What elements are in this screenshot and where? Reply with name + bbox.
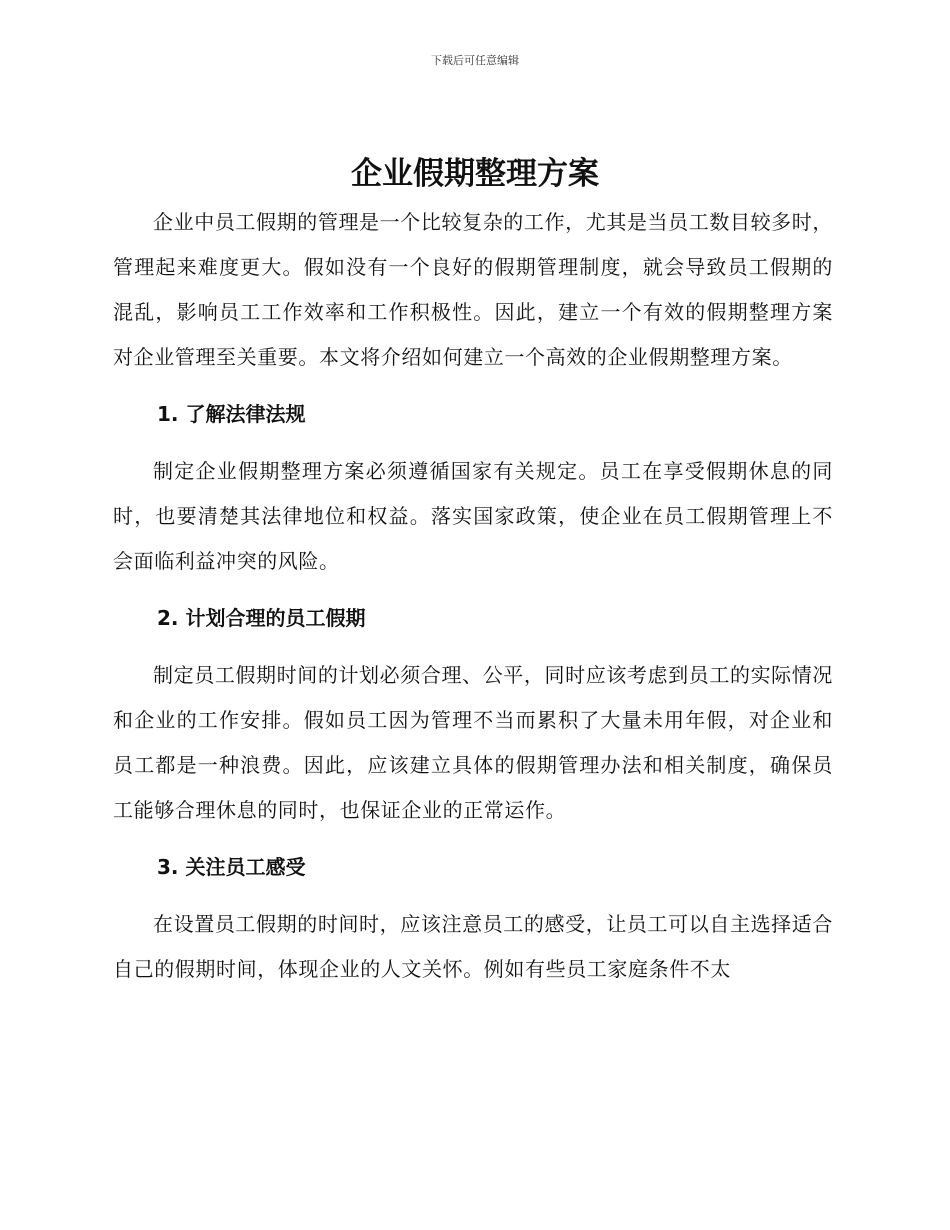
document-body: [113, 200, 833, 992]
section-heading-plan: 2. 计划合理的员工假期: [157, 606, 366, 630]
section-heading-feelings: 3. 关注员工感受: [157, 855, 306, 879]
page-header-note: 下载后可任意编辑: [431, 54, 519, 67]
intro-paragraph: 企业中员工假期的管理是一个比较复杂的工作，尤其是当员工数目较多时，管理起来难度更大。假如没有一个良好的假期管理制度，就会导致员工假期的混乱，影响员工工作效率和工作积极性。因此，建立一个有效的假期整理方案对企业管理至关重要。本文将介绍如何建立一个高效的企业假期整理方案。: [113, 210, 833, 369]
section-heading-laws: 1. 了解法律法规: [157, 402, 306, 426]
section-paragraph-plan: 制定员工假期时间的计划必须合理、公平，同时应该考虑到员工的实际情况和企业的工作安排。假如员工因为管理不当而累积了大量未用年假，对企业和员工都是一种浪费。因此，应该建立具体的假期管理办法和相关制度，确保员工能够合理休息的同时，也保证企业的正常运作。: [113, 663, 833, 822]
document-title: 企业假期整理方案: [351, 156, 599, 192]
section-paragraph-feelings: 在设置员工假期的时间时，应该注意员工的感受，让员工可以自主选择适合自己的假期时间，体现企业的人文关怀。例如有些员工家庭条件不太: [113, 912, 833, 981]
section-paragraph-laws: 制定企业假期整理方案必须遵循国家有关规定。员工在享受假期休息的同时，也要清楚其法律地位和权益。落实国家政策，使企业在员工假期管理上不会面临利益冲突的风险。: [113, 459, 833, 573]
